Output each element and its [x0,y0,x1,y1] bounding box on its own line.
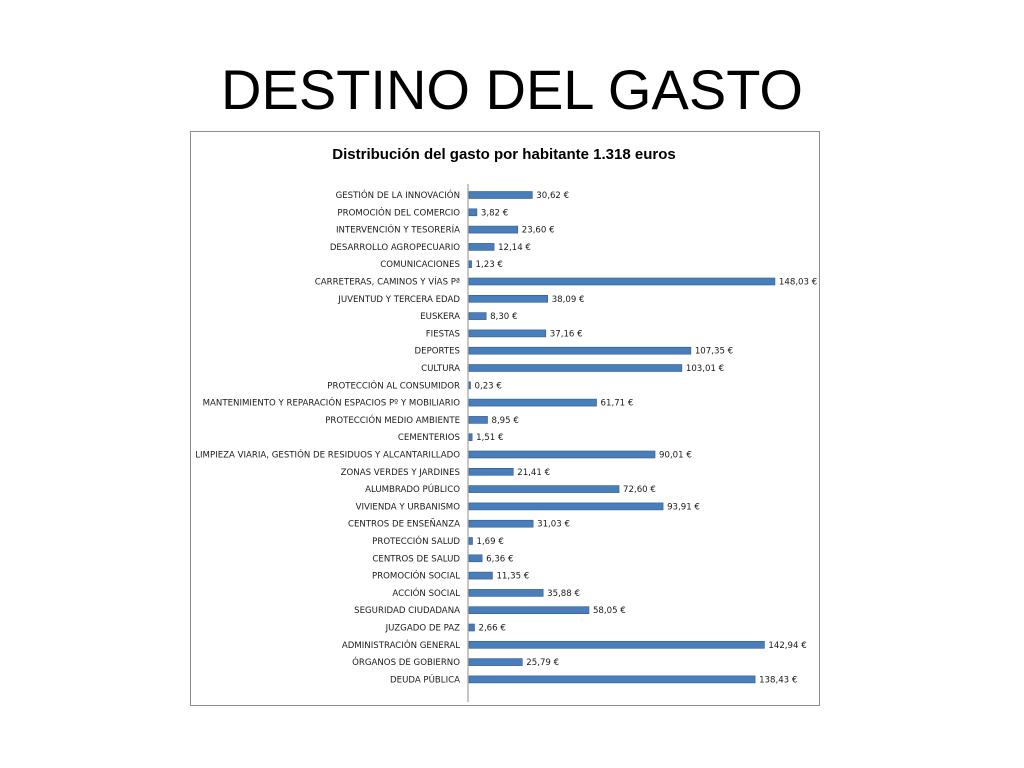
value-label: 1,23 € [475,260,503,271]
bar [469,676,755,683]
bar [469,295,548,302]
category-label: ZONAS VERDES Y JARDINES [340,467,460,478]
value-label: 1,69 € [476,537,504,547]
value-label: 37,16 € [549,329,583,340]
bar [469,192,532,199]
bar [469,451,655,458]
bar [469,226,518,233]
category-label: PROMOCIÓN DEL COMERCIO [337,208,460,219]
value-label: 3,82 € [480,208,509,219]
value-label: 8,30 € [490,312,518,323]
category-labels-group [195,189,460,685]
category-label: DESARROLLO AGROPECUARIO [329,242,460,253]
chart-title: Distribución del gasto por habitante 1.318 euros [332,146,676,163]
value-label: 61,71 € [600,398,634,409]
bar [469,261,472,268]
bar [469,538,472,545]
chart-frame [190,131,820,706]
category-label: CEMENTERIOS [397,433,460,444]
value-label: 23,60 € [521,225,555,236]
value-label: 58,05 € [592,606,626,617]
value-label: 93,91 € [667,502,700,513]
bar [469,624,474,631]
bar [469,468,513,475]
category-label: DEUDA PÚBLICA [390,675,460,686]
bar [469,503,663,510]
value-label: 90,01 € [659,450,692,461]
category-label: ACCIÓN SOCIAL [392,588,460,599]
bar-chart [191,132,819,705]
value-label: 107,35 € [694,346,734,357]
value-label: 2,66 € [478,623,506,634]
slide-title: DESTINO DEL GASTO [221,58,803,121]
category-label: PROTECCIÓN SALUD [372,537,460,547]
bar [469,330,546,337]
category-label: COMUNICACIONES [380,260,460,271]
category-label: EUSKERA [420,312,460,323]
value-label: 11,35 € [496,571,530,582]
value-label: 142,94 € [768,640,807,651]
value-label: 0,23 € [474,381,502,392]
category-label: ADMINISTRACIÓN GENERAL [341,640,460,651]
category-label: ALUMBRADO PÚBLICO [365,485,460,496]
category-label: CENTROS DE ENSEÑANZA [347,519,460,530]
category-label: LIMPIEZA VIARIA, GESTIÓN DE RESIDUOS Y ALCANTARILLADO [195,450,460,461]
category-label: ÓRGANOS DE GOBIERNO [352,658,460,669]
bar [469,347,691,354]
category-label: PROMOCIÓN SOCIAL [372,571,460,582]
value-label: 38,09 € [551,294,585,305]
bar [469,520,533,527]
category-label: JUVENTUD Y TERCERA EDAD [338,294,460,305]
bar [469,589,543,596]
bar [469,659,522,666]
value-label: 25,79 € [526,658,560,669]
value-label: 12,14 € [498,242,531,253]
value-label: 1,51 € [476,433,504,444]
category-label: INTERVENCIÓN Y TESORERÍA [335,225,460,236]
value-label: 72,60 € [623,485,656,496]
bar [469,243,494,250]
bar [469,365,682,372]
category-label: GESTIÓN DE LA INNOVACIÓN [335,191,460,201]
value-label: 8,95 € [491,415,519,426]
category-label: VIVIENDA Y URBANISMO [355,502,460,513]
bar [469,399,597,406]
bar [469,486,619,493]
bar [469,209,477,216]
bar [469,607,589,614]
bar [469,555,482,562]
bar [469,572,492,579]
bar [469,434,472,441]
category-label: FIESTAS [425,329,460,340]
value-label: 148,03 € [778,277,818,288]
value-label: 35,88 € [547,588,580,599]
value-label: 30,62 € [536,191,570,201]
category-label: PROTECCIÓN MEDIO AMBIENTE [325,415,460,426]
value-label: 31,03 € [537,519,570,530]
value-label: 6,36 € [486,554,514,565]
category-label: JUZGADO DE PAZ [385,623,460,634]
bar [469,278,775,285]
bar [469,416,487,423]
value-label: 21,41 € [517,467,551,478]
bar [469,641,764,648]
category-label: CULTURA [421,364,460,374]
category-label: CENTROS DE SALUD [372,554,460,565]
category-label: PROTECCIÓN AL CONSUMIDOR [327,381,460,392]
category-label: SEGURIDAD CIUDADANA [354,606,460,617]
category-label: CARRETERAS, CAMINOS Y VÍAS Pª [314,277,460,288]
value-label: 103,01 € [685,364,725,374]
category-label: DEPORTES [414,346,460,357]
value-label: 138,43 € [759,675,798,686]
category-label: MANTENIMIENTO Y REPARACIÓN ESPACIOS Pº Y MOBILIARIO [202,398,460,409]
bar [469,313,486,320]
bar [469,382,471,389]
